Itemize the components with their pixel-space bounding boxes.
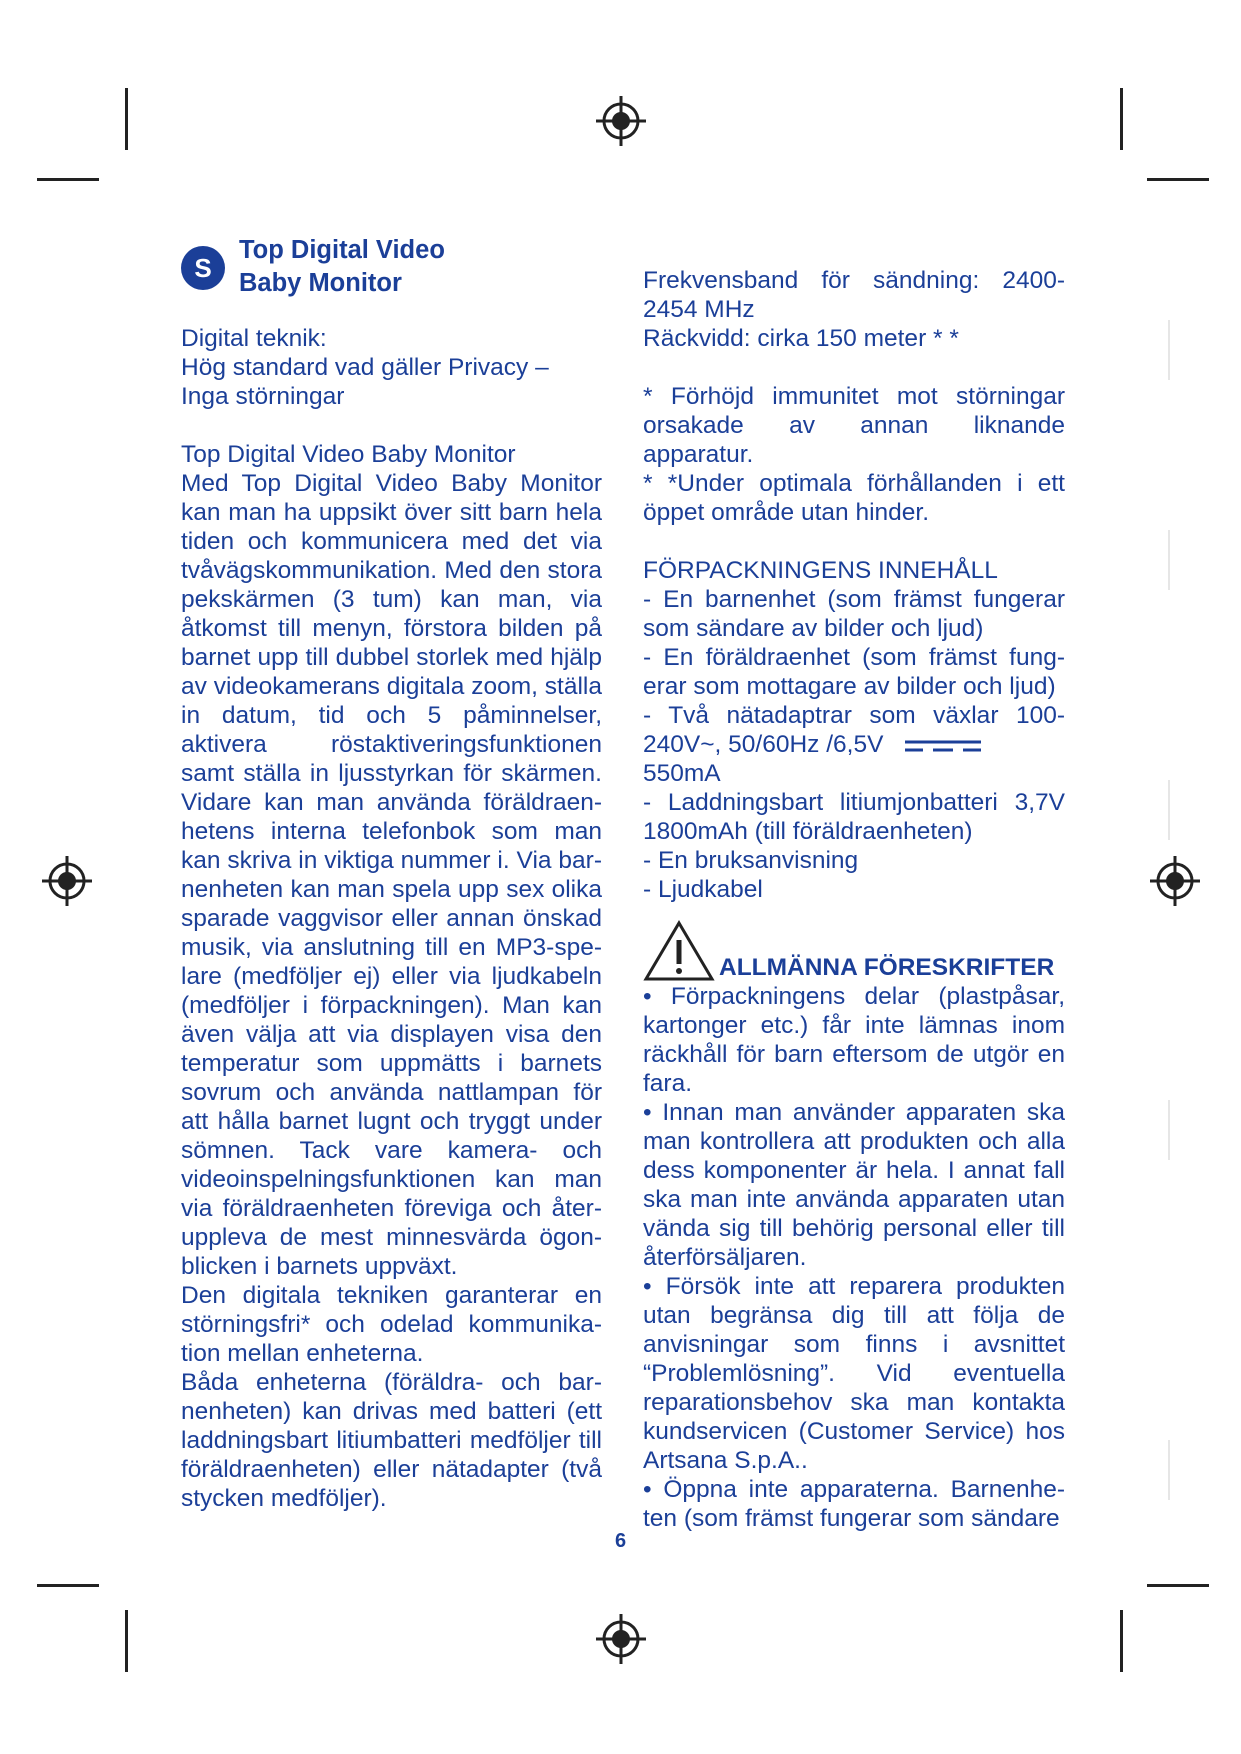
adapter-current: 550mA [643, 760, 721, 787]
warning-heading [643, 920, 1065, 982]
crop-mark [1147, 1584, 1209, 1587]
list-item: - En bruksanvisning [643, 847, 859, 874]
warning-item: • Förpackningens delar (plastpåsar, kartonger etc.) får inte lämnas inom räckhåll för barn eftersom de utgör en fara. [643, 983, 1065, 1097]
warning-title: ALLMÄNNA FÖRESKRIFTER [719, 954, 1055, 981]
paragraph: Den digitala tekniken garanterar en störningsfri* och odelad kommunikation mellan enheterna. [181, 1282, 602, 1367]
warning-item: • Öppna inte apparaterna. Barnenheten (som främst fungerar som sändare [643, 1476, 1065, 1532]
footnote: * Förhöjd immunitet mot störningar orsakade av annan liknande apparatur. [643, 383, 1065, 468]
adapter-spec: - Två nätadaptrar som växlar 100-240V~, 50/60Hz /6,5V [643, 702, 1065, 758]
crop-mark [1147, 178, 1209, 181]
edge-artifact [1168, 1100, 1170, 1160]
paragraph: Top Digital Video Baby Monitor [181, 441, 516, 468]
edge-artifact [1168, 530, 1170, 590]
page-number: 6 [614, 1530, 627, 1552]
range-spec: Räckvidd: cirka 150 meter * * [643, 325, 959, 352]
crop-mark [125, 1610, 128, 1672]
section-heading: FÖRPACKNINGENS INNEHÅLL [643, 557, 998, 584]
warning-item: • Försök inte att reparera produkten utan begränsa dig till att följa de anvisningar som finns i avsnittet “Problemlösning”. Vid eventuella reparationsbehov ska man kontakta kundservicen (Customer Service) hos Artsana S.p.A.. [643, 1273, 1065, 1474]
left-column [181, 238, 602, 1513]
crop-mark [125, 88, 128, 150]
list-item: - Laddningsbart litiumjonbatteri 3,7V 1800mAh (till föräldraenheten) [643, 789, 1065, 845]
list-item [643, 701, 1065, 759]
edge-artifact [1168, 1440, 1170, 1500]
registration-mark-icon [594, 94, 648, 148]
crop-mark [1120, 1610, 1123, 1672]
paragraph: Båda enheterna (föräldra- och barnenheten) kan drivas med batteri (ett laddningsbart litiumbatteri medföljer till föräldraenheten) eller nätadapter (två stycken medföljer). [181, 1369, 602, 1512]
registration-mark-icon [1148, 854, 1202, 908]
list-item: - En barnenhet (som främst fungerar som sändare av bilder och ljud) [643, 586, 1065, 642]
warning-item: • Innan man använder apparaten ska man kontrollera att produkten och alla dess komponenter är hela. I annat fall ska man inte använda apparaten utan vända sig till behörig personal eller till återförsäljaren. [643, 1099, 1065, 1271]
crop-mark [1120, 88, 1123, 150]
crop-mark [37, 1584, 99, 1587]
paragraph: Med Top Digital Video Baby Monitor kan man ha uppsikt över sitt barn hela tiden och kommunicera med det via tvåvägskommunikation. Med den stora pekskärmen (3 tum) kan man, via åtkomst till menyn, förstora bilden på barnet upp till dubbel storlek med hjälp av videokamerans digitala zoom, ställa in datum, tid och 5 påminnelser, aktivera röstaktiveringsfunktionen samt ställa in ljusstyrkan för skärmen. Vidare kan man använda föräldraenhetens interna telefonbok som man kan skriva in viktiga nummer i. Via barnenheten kan man spela upp sex olika sparade vaggvisor eller annan önskad musik, via anslutning till en MP3-spelare (medföljer ej) eller via ljudkabeln (medföljer i förpackningen). Man kan även välja att via displayen visa den temperatur som uppmätts i barnets sovrum och använda nattlampan för att hålla barnet lugnt och tryggt under sömnen. Tack vare kamera- och videoinspelningsfunktionen kan man via föräldraenheten föreviga och återuppleva de mest minnesvärda ögonblicken i barnets uppväxt. [181, 470, 602, 1280]
registration-mark-icon [40, 854, 94, 908]
paragraph: Hög standard vad gäller Privacy – Inga störningar [181, 354, 549, 410]
frequency-spec: Frekvensband för sändning: 2400-2454 MHz [643, 267, 1065, 323]
footnote: * *Under optimala förhållanden i ett öppet område utan hinder. [643, 470, 1065, 526]
edge-artifact [1168, 780, 1170, 840]
paragraph: Digital teknik: [181, 325, 327, 352]
language-badge: S [181, 246, 225, 290]
registration-mark-icon [594, 1612, 648, 1666]
edge-artifact [1168, 320, 1170, 380]
title-line-1: Top Digital Video [239, 236, 445, 264]
list-item: - En föräldraenhet (som främst fungerar som mottagare av bilder och ljud) [643, 644, 1065, 700]
list-item: - Ljudkabel [643, 876, 763, 903]
warning-triangle-icon [643, 920, 715, 982]
dc-current-icon [903, 736, 983, 756]
crop-mark [37, 178, 99, 181]
title-line-2: Baby Monitor [239, 269, 402, 297]
right-column [643, 266, 1065, 1533]
